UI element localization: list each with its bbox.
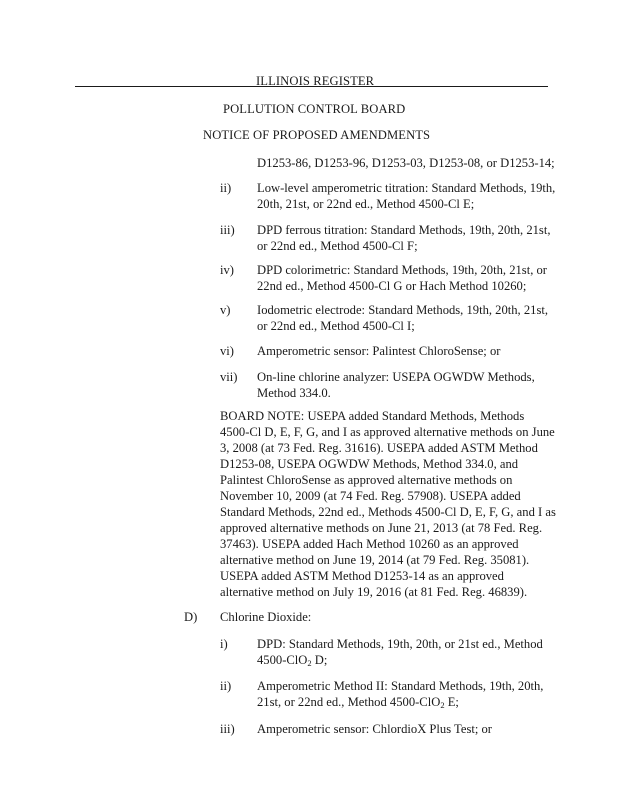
board-note-line: Palintest ChloroSense as approved alternative methods on <box>220 473 513 487</box>
board-note-line: Standard Methods, 22nd ed., Methods 4500-Cl D, E, F, G, and I as <box>220 505 556 519</box>
item-text: Low-level amperometric titration: Standard Methods, 19th, <box>257 181 556 195</box>
board-note-line: 37463). USEPA added Hach Method 10260 as an approved <box>220 537 519 551</box>
board-note-line: 4500-Cl D, E, F, G, and I as approved alternative methods on June <box>220 425 555 439</box>
item-text: Iodometric electrode: Standard Methods, 19th, 20th, 21st, <box>257 303 548 317</box>
item-marker: iii) <box>220 223 235 237</box>
item-text: DPD ferrous titration: Standard Methods, 19th, 20th, 21st, <box>257 223 551 237</box>
item-text: 20th, 21st, or 22nd ed., Method 4500-Cl E; <box>257 197 475 211</box>
item-marker: ii) <box>220 181 232 195</box>
item-marker: iv) <box>220 263 234 277</box>
item-text: Amperometric Method II: Standard Methods, 19th, 20th, <box>257 679 544 693</box>
item-text <box>257 652 327 668</box>
board-note-line: alternative method on June 19, 2014 (at 79 Fed. Reg. 35081). <box>220 553 530 567</box>
item-marker: ii) <box>220 679 232 693</box>
item-text: Method 334.0. <box>257 386 331 400</box>
item-marker: iii) <box>220 722 235 736</box>
item-marker: vii) <box>220 370 238 384</box>
board-note-line: D1253-08, USEPA OGWDW Methods, Method 334.0, and <box>220 457 519 471</box>
item-marker: v) <box>220 303 231 317</box>
board-note-line: approved alternative methods on June 21, 2013 (at 78 Fed. Reg. <box>220 521 543 535</box>
board-note-line: BOARD NOTE: USEPA added Standard Methods, Methods <box>220 409 525 423</box>
item-text-part: 4500-ClO <box>257 653 308 667</box>
item-text: DPD colorimetric: Standard Methods, 19th, 20th, 21st, or <box>257 263 547 277</box>
item-marker: vi) <box>220 344 234 358</box>
board-note-line: 3, 2008 (at 73 Fed. Reg. 31616). USEPA added ASTM Method <box>220 441 538 455</box>
item-text: Amperometric sensor: ChlordioX Plus Test; or <box>257 722 492 736</box>
board-note-line: November 10, 2009 (at 74 Fed. Reg. 57908). USEPA added <box>220 489 521 503</box>
notice-title: NOTICE OF PROPOSED AMENDMENTS <box>203 128 431 142</box>
item-text: DPD: Standard Methods, 19th, 20th, or 21st ed., Method <box>257 637 543 651</box>
item-text: On-line chlorine analyzer: USEPA OGWDW Methods, <box>257 370 535 384</box>
item-text: Amperometric sensor: Palintest ChloroSense; or <box>257 344 501 358</box>
board-note-line: USEPA added ASTM Method D1253-14 as an approved <box>220 569 504 583</box>
register-title: ILLINOIS REGISTER <box>256 74 375 88</box>
section-title: Chlorine Dioxide: <box>220 610 312 624</box>
board-title: POLLUTION CONTROL BOARD <box>223 102 406 116</box>
continuation-line: D1253-86, D1253-96, D1253-03, D1253-08, or D1253-14; <box>257 156 555 170</box>
board-note-line: alternative method on July 19, 2016 (at 81 Fed. Reg. 46839). <box>220 585 528 599</box>
item-text: or 22nd ed., Method 4500-Cl F; <box>257 239 418 253</box>
item-marker: i) <box>220 637 228 651</box>
item-text-part: 21st, or 22nd ed., Method 4500-ClO <box>257 695 441 709</box>
item-text-part: D; <box>311 653 328 667</box>
item-text-part: E; <box>444 695 459 709</box>
section-marker: D) <box>184 610 198 624</box>
item-text <box>257 694 459 710</box>
subscript: 2 <box>307 658 312 668</box>
subscript: 2 <box>440 700 445 710</box>
item-text: or 22nd ed., Method 4500-Cl I; <box>257 319 415 333</box>
item-text: 22nd ed., Method 4500-Cl G or Hach Method 10260; <box>257 279 527 293</box>
